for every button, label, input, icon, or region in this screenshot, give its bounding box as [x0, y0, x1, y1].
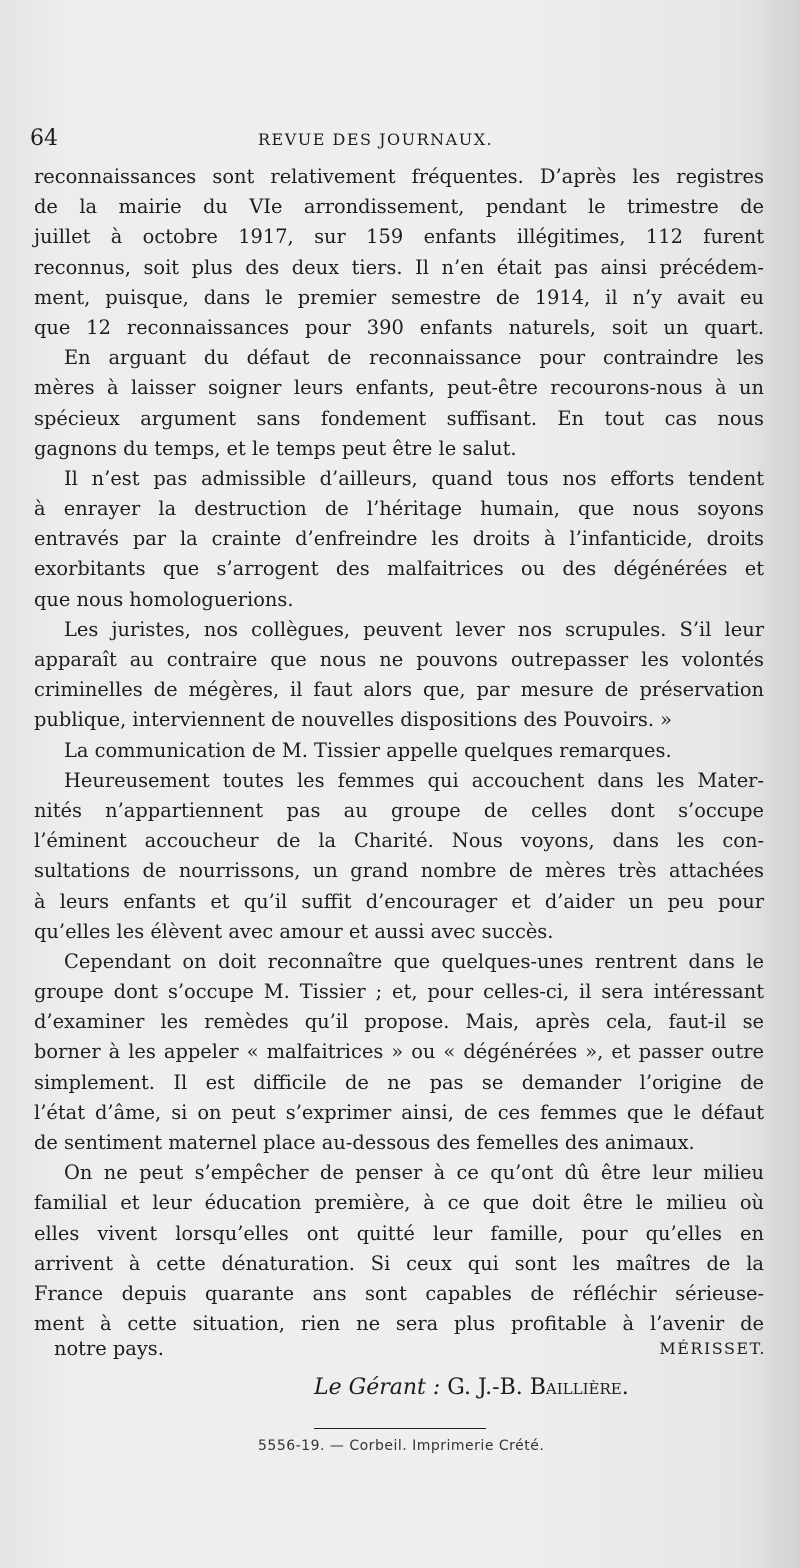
article-body [34, 162, 764, 1339]
closing-text: notre pays. [54, 1337, 164, 1360]
text-line: gagnons du temps, et le temps peut être le salut. [34, 436, 517, 460]
page-header [30, 126, 770, 156]
text-line: criminelles de mégères, il faut alors que, par mesure de préservation [34, 678, 764, 702]
text-line: En arguant du défaut de reconnaissance pour contraindre les [64, 346, 764, 370]
text-line: publique, interviennent de nouvelles dispositions des Pouvoirs. » [34, 708, 673, 732]
text-line: l’éminent accoucheur de la Charité. Nous voyons, dans les con- [34, 829, 764, 853]
text-line: ment à cette situation, rien ne sera plus profitable à l’avenir de [34, 1312, 764, 1336]
footer-rule [314, 1428, 486, 1429]
text-line: apparaît au contraire que nous ne pouvons outrepasser les volontés [34, 648, 764, 671]
gerant-name: G. J.-B. Baillière. [447, 1375, 629, 1400]
author-signature: MÉRISSET. [659, 1339, 766, 1358]
printer-imprint: 5556-19. — Corbeil. Imprimerie Crété. [258, 1438, 545, 1454]
gerant-line [314, 1370, 734, 1406]
text-line: juillet à octobre 1917, sur 159 enfants illégitimes, 112 furent [34, 225, 764, 249]
page-number: 64 [30, 126, 58, 151]
text-line: ment, puisque, dans le premier semestre de 1914, il n’y avait eu [34, 285, 764, 309]
text-line: nités n’appartiennent pas au groupe de celles dont s’occupe [34, 798, 764, 822]
text-line: exorbitants que s’arrogent des malfaitrices ou des dégénérées et [34, 557, 764, 581]
text-line: elles vivent lorsqu’elles ont quitté leur famille, pour qu’elles en [34, 1221, 764, 1245]
closing-line [54, 1334, 766, 1364]
text-line: simplement. Il est difficile de ne pas se demander l’origine de [34, 1070, 764, 1094]
text-line: reconnus, soit plus des deux tiers. Il n’en était pas ainsi précédem- [34, 255, 764, 279]
text-line: France depuis quarante ans sont capables de réfléchir sérieuse- [34, 1281, 764, 1305]
running-title: REVUE DES JOURNAUX. [258, 130, 494, 149]
text-line: arrivent à cette dénaturation. Si ceux qui sont les maîtres de la [34, 1251, 764, 1275]
gerant-label: Le Gérant : [314, 1375, 441, 1400]
text-line: à enrayer la destruction de l’héritage humain, que nous soyons [34, 497, 764, 521]
text-line: d’examiner les remèdes qu’il propose. Mais, après cela, faut-il se [34, 1010, 764, 1034]
text-line: spécieux argument sans fondement suffisant. En tout cas nous [34, 406, 764, 430]
text-line: On ne peut s’empêcher de penser à ce qu’ont dû être leur milieu [64, 1161, 764, 1185]
text-line: qu’elles les élèvent avec amour et aussi avec succès. [34, 919, 554, 943]
text-line: que 12 reconnaissances pour 390 enfants naturels, soit un quart. [34, 315, 764, 339]
text-line: l’état d’âme, si on peut s’exprimer ainsi, de ces femmes que le défaut [34, 1100, 764, 1124]
text-line: borner à les appeler « malfaitrices » ou « dégénérées », et passer outre [34, 1040, 764, 1064]
text-line: à leurs enfants et qu’il suffit d’encourager et d’aider un peu pour [34, 889, 764, 913]
text-line: Heureusement toutes les femmes qui accouchent dans les Mater- [64, 768, 764, 792]
text-line: Les juristes, nos collègues, peuvent lever nos scrupules. S’il leur [64, 617, 764, 641]
text-line: que nous homologuerions. [34, 587, 294, 611]
text-line: entravés par la crainte d’enfreindre les droits à l’infanticide, droits [34, 527, 764, 551]
text-line: Cependant on doit reconnaître que quelques-unes rentrent dans le [64, 949, 764, 973]
text-line: groupe dont s’occupe M. Tissier ; et, pour celles-ci, il sera intéressant [34, 980, 764, 1004]
text-line: mères à laisser soigner leurs enfants, peut-être recourons-nous à un [34, 376, 764, 400]
text-line: La communication de M. Tissier appelle quelques remarques. [64, 738, 672, 762]
text-line: de la mairie du VIe arrondissement, pendant le trimestre de [34, 195, 764, 219]
text-line: sultations de nourrissons, un grand nombre de mères très attachées [34, 859, 764, 883]
text-line: Il n’est pas admissible d’ailleurs, quand tous nos efforts tendent [64, 466, 764, 490]
text-line: familial et leur éducation première, à ce que doit être le milieu où [34, 1191, 764, 1215]
text-line: de sentiment maternel place au-dessous des femelles des animaux. [34, 1131, 695, 1154]
text-line: reconnaissances sont relativement fréquentes. D’après les registres [34, 165, 764, 188]
